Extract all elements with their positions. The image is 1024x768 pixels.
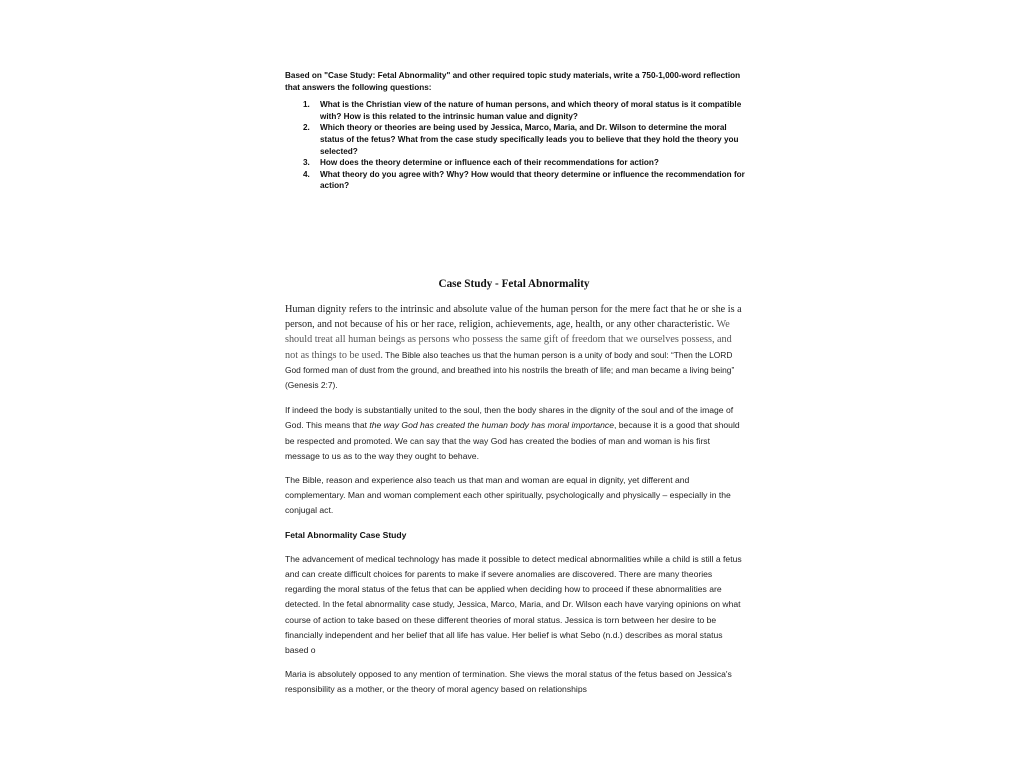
paragraph-segment: The Bible also teaches us that the human person is a unity of body and soul: “Then the LORD God formed man of dust from the ground, and breathed into his nostrils the breath of life; and man became a living being” (Genesis 2:7).: [285, 349, 735, 391]
essay-document: [285, 278, 743, 707]
paragraph-medical-technology: The advancement of medical technology has made it possible to detect medical abnormalities while a child is still a fetus and can create difficult choices for parents to make if severe anomalies are discovered. There are many theories regarding the moral status of the fetus that can be applied when deciding how to proceed if these abnormalities are detected. In the fetal abnormality case study, Jessica, Marco, Maria, and Dr. Wilson each have varying opinions on what course of action to take based on these different theories of moral status. Jessica is torn between her desire to be financially independent and her belief that all life has value. Her belief is what Sebo (n.d.) describes as moral status based o: [285, 553, 742, 656]
paragraph-body-soul: [285, 403, 743, 464]
italic-phrase: the way God has created the human body has moral importance: [369, 420, 614, 431]
question-text: What theory do you agree with? Why? How would that theory determine or influence the recommendation for action?: [320, 169, 745, 191]
paragraph-segment: If indeed the body is substantially united to the soul, then the body shares in the dignity of the soul and of the image of God. This means that: [285, 405, 734, 431]
paragraph-human-dignity: [285, 302, 743, 393]
paragraph-maria: Maria is absolutely opposed to any mention of termination. She views the moral status of the fetus based on Jessica's responsibility as a mother, or the theory of moral agency based on relationships: [285, 669, 732, 695]
paragraph-segment: Human dignity refers to the intrinsic and absolute value of the human person for the mere fact that he or she is a person, and not because of his or her race, religion, achievements, age, health, or any other characteristic.: [285, 304, 742, 331]
section-heading: Fetal Abnormality Case Study: [285, 529, 407, 540]
question-number: 1.: [303, 100, 310, 110]
assignment-prompt: [285, 70, 745, 192]
question-text: Which theory or theories are being used by Jessica, Marco, Maria, and Dr. Wilson to determine the moral status of the fetus? What from the case study specifically leads you to believe that they hold the theory you selected?: [320, 123, 739, 156]
document-title: Case Study - Fetal Abnormality: [438, 278, 590, 290]
question-item: [285, 122, 745, 157]
question-number: 4.: [303, 169, 310, 179]
question-list: [285, 99, 745, 192]
question-item: [285, 99, 745, 122]
paragraph-equal-dignity: The Bible, reason and experience also teach us that man and woman are equal in dignity, yet different and complementary. Man and woman complement each other spiritually, psychologically and physically – especially in the conjugal act.: [285, 475, 731, 516]
paragraph-segment: We should treat all human beings as persons who possess the same gift of freedom that we ourselves possess, and not as things to be used.: [285, 319, 732, 361]
prompt-intro: Based on "Case Study: Fetal Abnormality" and other required topic study materials, write a 750-1,000-word reflection that answers the following questions:: [285, 71, 741, 92]
question-item: [285, 169, 745, 192]
question-item: [285, 157, 745, 169]
question-number: 2.: [303, 123, 310, 133]
paragraph-segment: , because it is a good that should be respected and promoted. We can say that the way God has created the bodies of man and woman is his first message to us as to the way they ought to behave.: [285, 420, 740, 461]
question-number: 3.: [303, 158, 310, 168]
question-text: What is the Christian view of the nature of human persons, and which theory of moral status is it compatible with? How is this related to the intrinsic human value and dignity?: [320, 100, 742, 121]
question-text: How does the theory determine or influence each of their recommendations for action?: [320, 158, 659, 168]
